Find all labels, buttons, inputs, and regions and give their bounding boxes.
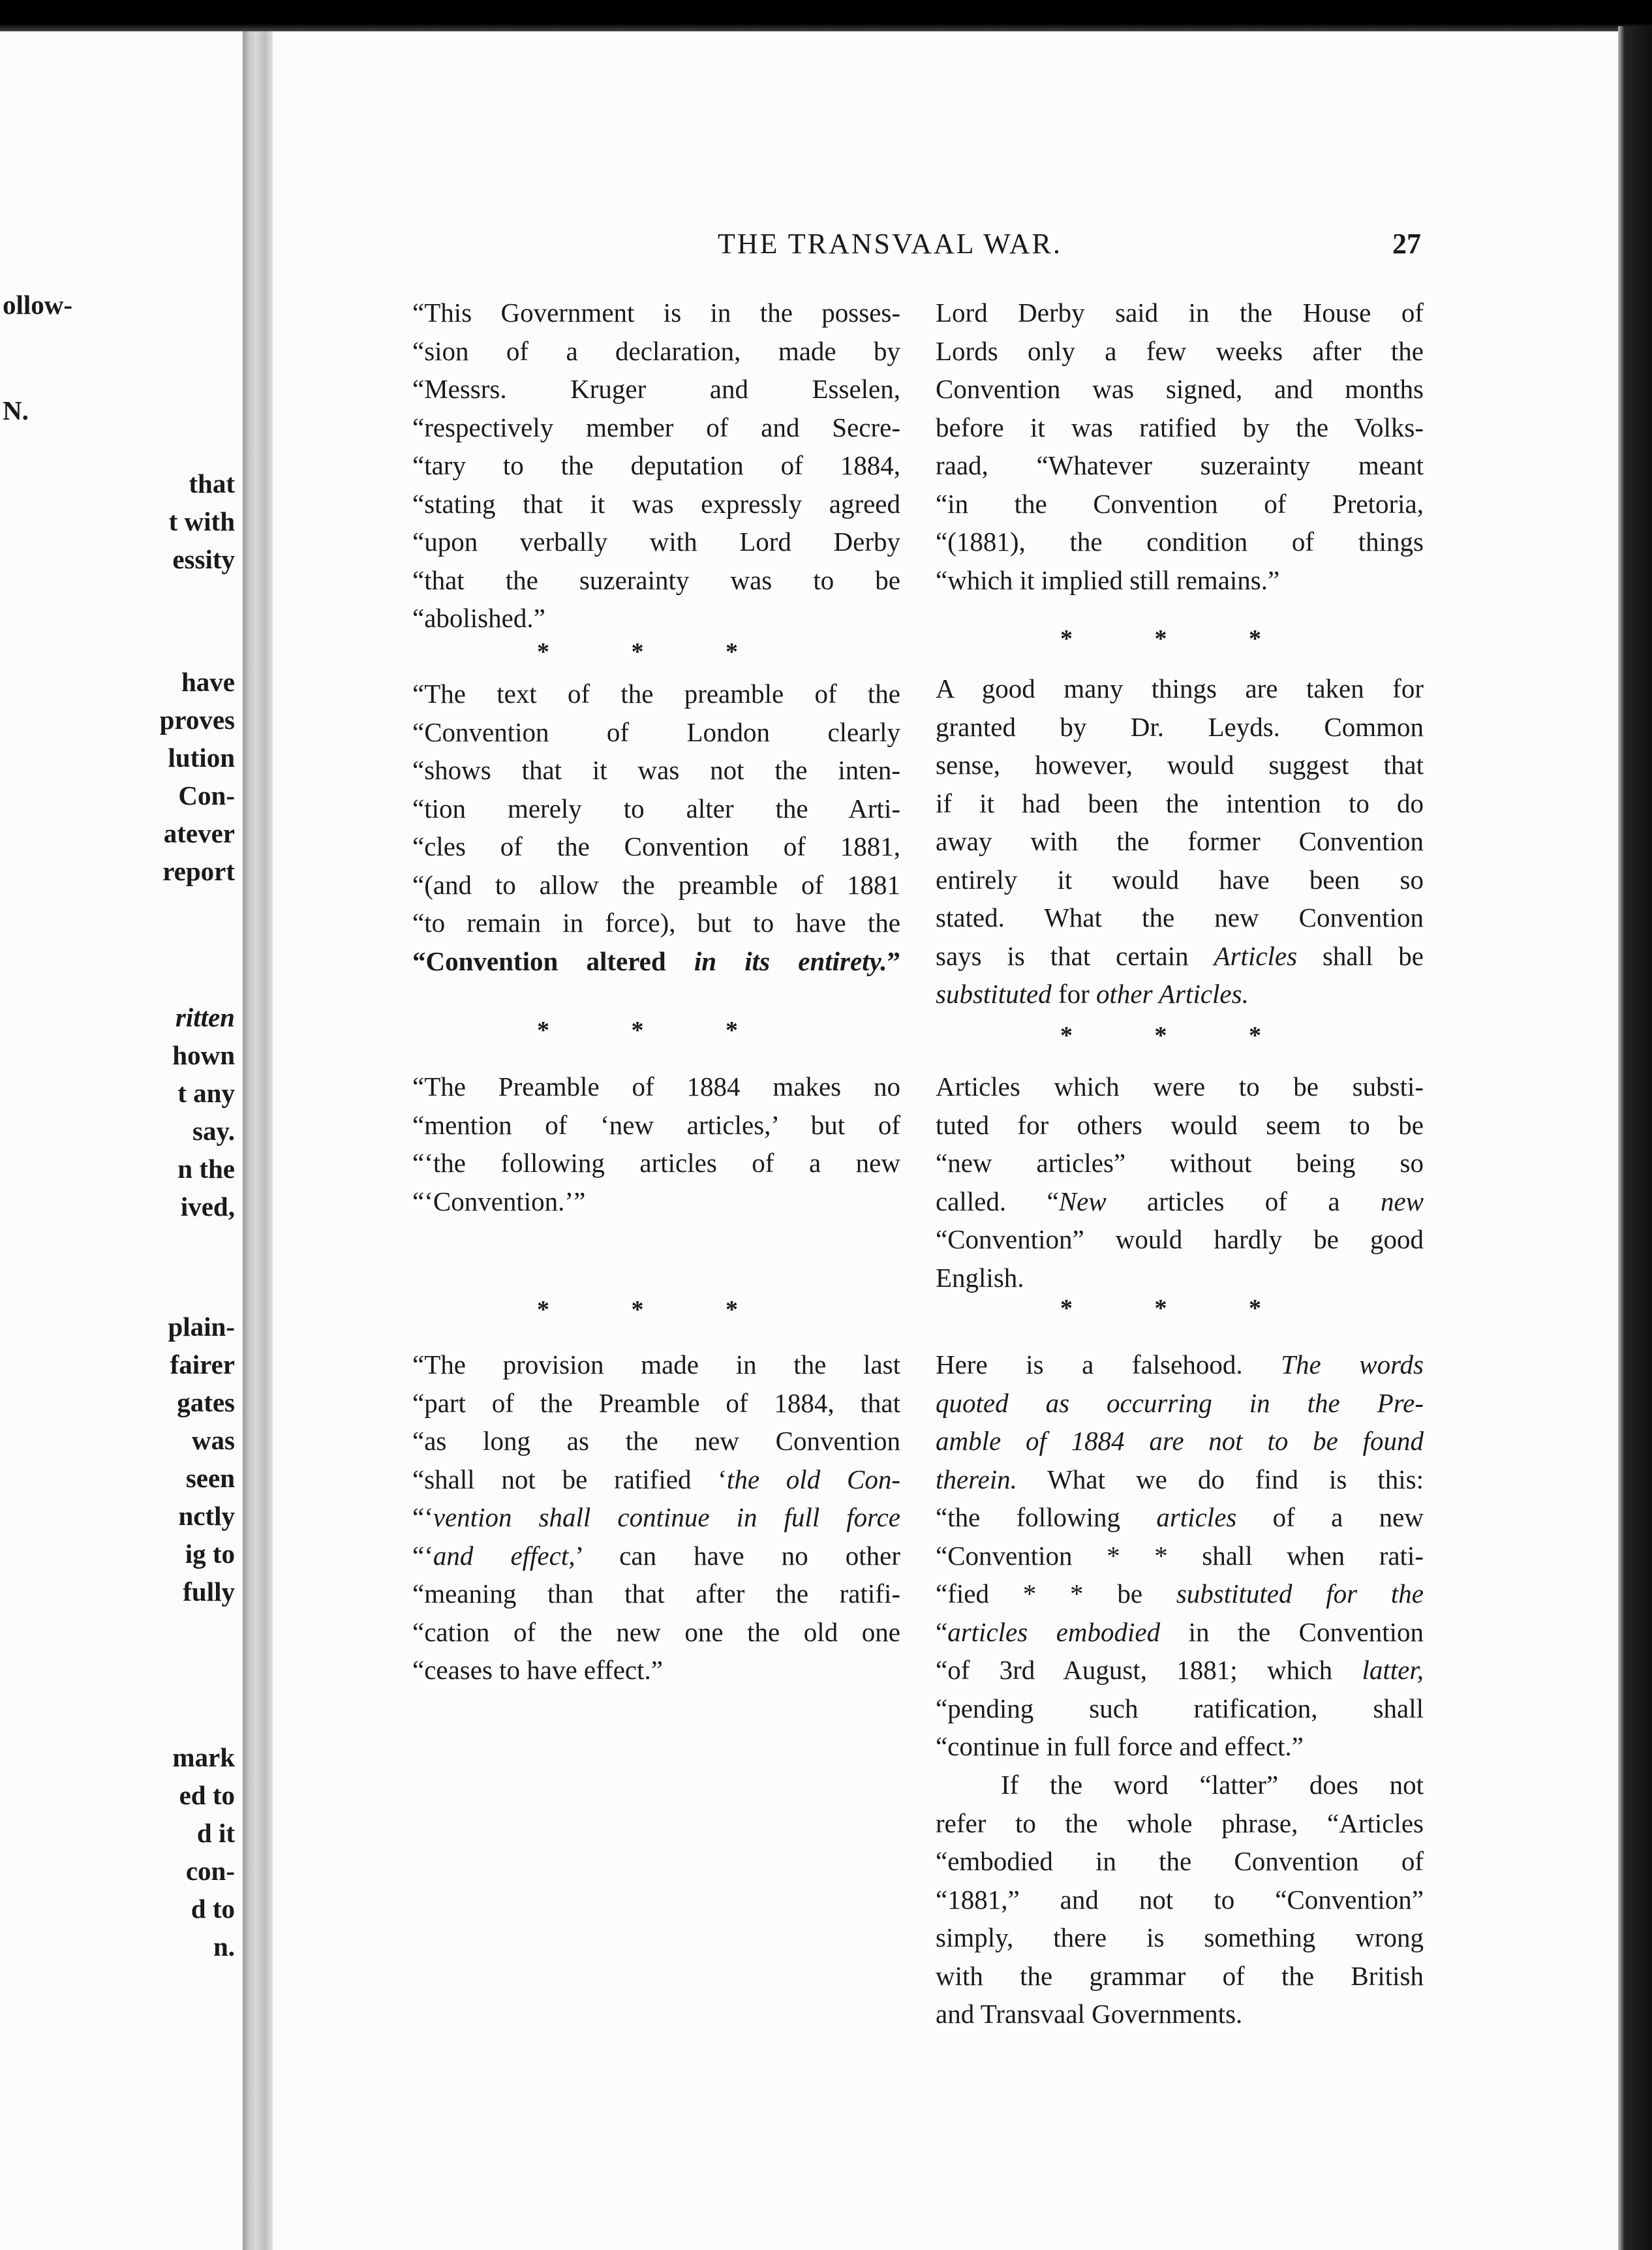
text-run: for bbox=[1051, 979, 1096, 1009]
text-line bbox=[412, 1460, 900, 1499]
text-line: “as long as the new Convention bbox=[412, 1426, 900, 1456]
text-line: “upon verbally with Lord Derby bbox=[412, 527, 900, 557]
facing-page-fragment: mark bbox=[172, 1742, 235, 1772]
page-number: 27 bbox=[1392, 228, 1421, 260]
text-line bbox=[936, 1575, 1424, 1613]
italic-run: vention shall continue in full force bbox=[433, 1502, 900, 1532]
italic-run: latter, bbox=[1362, 1655, 1424, 1685]
text-line: “The provision made in the last bbox=[412, 1349, 900, 1379]
facing-page-fragment: fully bbox=[183, 1577, 235, 1607]
text-line: before it was ratified by the Volks- bbox=[936, 412, 1424, 442]
italic-run: New bbox=[1058, 1186, 1107, 1216]
text-line: “continue in full force and effect.” bbox=[936, 1731, 1304, 1761]
right-commentary-2 bbox=[936, 670, 1424, 1013]
text-line: Convention was signed, and months bbox=[936, 374, 1424, 404]
text-run: “of 3rd August, 1881; which bbox=[936, 1655, 1362, 1685]
text-line: quoted as occurring in the Pre- bbox=[936, 1387, 1424, 1418]
text-line: “shows that it was not the inten- bbox=[412, 755, 900, 785]
facing-page-fragment: hown bbox=[172, 1040, 235, 1070]
text-line: “Convention” would hardly be good bbox=[936, 1224, 1424, 1254]
text-line: “new articles” without being so bbox=[936, 1148, 1424, 1178]
section-separator: * * * bbox=[537, 1296, 776, 1323]
text-line: “1881,” and not to “Convention” bbox=[936, 1884, 1424, 1915]
text-line: “that the suzerainty was to be bbox=[412, 564, 900, 595]
text-line: raad, “Whatever suzerainty meant bbox=[936, 450, 1424, 480]
italic-run: and effect, bbox=[433, 1540, 575, 1571]
text-line: amble of 1884 are not to be found bbox=[936, 1426, 1424, 1456]
section-separator: * * * bbox=[1060, 625, 1299, 653]
text-line bbox=[412, 942, 900, 981]
text-line bbox=[412, 1498, 900, 1537]
facing-page-fragment: nctly bbox=[178, 1501, 235, 1531]
facing-page-fragment: n. bbox=[213, 1932, 235, 1962]
text-line: “Convention of London clearly bbox=[412, 717, 900, 747]
text-line: “in the Convention of Pretoria, bbox=[936, 488, 1424, 519]
italic-run: The words bbox=[1281, 1349, 1424, 1379]
text-line bbox=[936, 1346, 1424, 1384]
text-line: If the word “latter” does not bbox=[1001, 1770, 1424, 1800]
scan-right-border bbox=[1618, 26, 1652, 2250]
text-line: “to remain in force), but to have the bbox=[412, 908, 900, 938]
section-separator: * * * bbox=[1060, 1295, 1299, 1322]
text-line: “‘the following articles of a new bbox=[412, 1148, 900, 1178]
section-separator: * * * bbox=[537, 638, 776, 666]
text-line: if it had been the intention to do bbox=[936, 788, 1424, 818]
text-line: simply, there is something wrong bbox=[936, 1922, 1424, 1952]
text-run: “shall not be ratified ‘ bbox=[412, 1464, 727, 1494]
italic-run: articles bbox=[1156, 1502, 1237, 1532]
italic-run: therein. bbox=[936, 1464, 1017, 1494]
text-line: “(and to allow the preamble of 1881 bbox=[412, 869, 900, 900]
text-line: “‘Convention.’” bbox=[412, 1186, 586, 1216]
text-line: “tary to the deputation of 1884, bbox=[412, 450, 900, 480]
facing-page-fragment: proves bbox=[159, 705, 235, 735]
text-line bbox=[936, 1613, 1424, 1652]
right-commentary-5 bbox=[936, 1766, 1424, 2033]
text-line: “stating that it was expressly agreed bbox=[412, 488, 900, 519]
facing-page-fragment: Con- bbox=[178, 780, 235, 810]
italic-run: other Articles. bbox=[1096, 979, 1249, 1009]
text-line: “The text of the preamble of the bbox=[412, 679, 900, 709]
text-run: “‘ bbox=[412, 1502, 433, 1532]
text-line: “pending such ratification, shall bbox=[936, 1693, 1424, 1723]
italic-run: in its entirety. bbox=[694, 946, 887, 976]
text-line: “which it implied still remains.” bbox=[936, 564, 1280, 595]
facing-page-fragment: ollow- bbox=[3, 290, 73, 320]
text-line: stated. What the new Convention bbox=[936, 902, 1424, 932]
facing-page-fragment: say. bbox=[192, 1116, 235, 1146]
text-run: “ bbox=[936, 1616, 948, 1647]
text-line: tuted for others would seem to be bbox=[936, 1109, 1424, 1140]
italic-run: substituted bbox=[936, 979, 1052, 1009]
text-line: “(1881), the condition of things bbox=[936, 527, 1424, 557]
left-quote-2 bbox=[412, 675, 900, 980]
text-run: Here is a falsehood. bbox=[936, 1349, 1281, 1379]
text-line bbox=[936, 1182, 1424, 1221]
facing-page-fragment: plain- bbox=[168, 1312, 235, 1342]
facing-page-fragment: gates bbox=[177, 1387, 235, 1417]
left-quote-1 bbox=[412, 294, 900, 638]
text-run: ’ can have no other bbox=[575, 1540, 900, 1571]
text-line bbox=[936, 937, 1424, 976]
facing-page-fragment: ived, bbox=[180, 1192, 235, 1222]
text-line bbox=[936, 975, 1424, 1013]
text-line: “respectively member of and Secre- bbox=[412, 412, 900, 442]
italic-run: the old Con- bbox=[726, 1464, 900, 1494]
text-line: “cles of the Convention of 1881, bbox=[412, 831, 900, 861]
italic-run: new bbox=[1380, 1186, 1424, 1216]
text-run: ” bbox=[887, 946, 900, 976]
text-run: “‘ bbox=[412, 1540, 433, 1571]
text-line: “ceases to have effect.” bbox=[412, 1655, 663, 1685]
running-head: THE TRANSVAAL WAR. bbox=[718, 228, 1062, 260]
text-run: says is that certain bbox=[936, 940, 1214, 971]
text-line: A good many things are taken for bbox=[936, 673, 1424, 703]
text-line: with the grammar of the British bbox=[936, 1960, 1424, 1991]
text-line: Lord Derby said in the House of bbox=[936, 298, 1424, 328]
right-commentary-4 bbox=[936, 1346, 1424, 1766]
section-separator: * * * bbox=[537, 1017, 776, 1044]
text-line: “meaning than that after the ratifi- bbox=[412, 1579, 900, 1609]
text-line: refer to the whole phrase, “Articles bbox=[936, 1808, 1424, 1838]
left-quote-4 bbox=[412, 1346, 900, 1689]
facing-page-fragment: fairer bbox=[170, 1349, 235, 1379]
right-commentary-3 bbox=[936, 1068, 1424, 1297]
facing-page-fragment: con- bbox=[185, 1856, 235, 1886]
facing-page bbox=[0, 31, 243, 2250]
text-line bbox=[936, 1651, 1424, 1689]
facing-page-fragment: report bbox=[162, 856, 235, 886]
left-quote-3 bbox=[412, 1068, 900, 1220]
text-run: called. “ bbox=[936, 1186, 1059, 1216]
text-line: away with the former Convention bbox=[936, 826, 1424, 856]
text-line: “embodied in the Convention of bbox=[936, 1846, 1424, 1876]
text-line bbox=[936, 1498, 1424, 1537]
text-run: of a new bbox=[1236, 1502, 1424, 1532]
facing-page-fragment: seen bbox=[185, 1463, 235, 1493]
text-line: entirely it would have been so bbox=[936, 864, 1424, 895]
text-line: sense, however, would suggest that bbox=[936, 750, 1424, 780]
section-separator: * * * bbox=[1060, 1022, 1299, 1049]
text-line: Articles which were to be substi- bbox=[936, 1071, 1424, 1102]
facing-page-fragment: t with bbox=[168, 506, 235, 536]
text-line bbox=[412, 1537, 900, 1575]
facing-page-fragment: d it bbox=[196, 1818, 235, 1848]
text-line: “cation of the new one the old one bbox=[412, 1616, 900, 1647]
text-run: “the following bbox=[936, 1502, 1157, 1532]
italic-run: articles embodied bbox=[947, 1616, 1161, 1647]
italic-run: substituted for the bbox=[1176, 1579, 1424, 1609]
text-line: granted by Dr. Leyds. Common bbox=[936, 711, 1424, 742]
facing-page-fragment: have bbox=[181, 667, 235, 697]
facing-page-fragment: atever bbox=[163, 818, 235, 848]
text-run: in the Convention bbox=[1160, 1616, 1424, 1647]
text-run: “Convention altered bbox=[412, 946, 694, 976]
text-line: and Transvaal Governments. bbox=[936, 1999, 1243, 2029]
text-line: “abolished.” bbox=[412, 603, 545, 633]
text-run: “fied * * be bbox=[936, 1579, 1176, 1609]
facing-page-fragment: was bbox=[191, 1425, 235, 1455]
right-commentary-1 bbox=[936, 294, 1424, 599]
facing-page-fragment: ritten bbox=[175, 1002, 235, 1032]
text-line: Lords only a few weeks after the bbox=[936, 335, 1424, 366]
text-line: “part of the Preamble of 1884, that bbox=[412, 1387, 900, 1418]
text-line: “Convention * * shall when rati- bbox=[936, 1540, 1424, 1571]
italic-run: Articles bbox=[1214, 940, 1298, 971]
text-line: “mention of ‘new articles,’ but of bbox=[412, 1109, 900, 1140]
book-gutter bbox=[243, 31, 273, 2250]
text-line bbox=[936, 1460, 1424, 1499]
text-line: “This Government is in the posses- bbox=[412, 298, 900, 328]
facing-page-fragment: d to bbox=[191, 1894, 235, 1924]
text-line: “sion of a declaration, made by bbox=[412, 335, 900, 366]
scan-top-border bbox=[0, 0, 1652, 31]
text-run: What we do find is this: bbox=[1017, 1464, 1424, 1494]
facing-page-fragment: lution bbox=[168, 743, 235, 773]
facing-page-fragment: ed to bbox=[179, 1780, 235, 1810]
facing-page-fragment: essity bbox=[172, 544, 235, 574]
text-line: “Messrs. Kruger and Esselen, bbox=[412, 374, 900, 404]
facing-page-fragment: ig to bbox=[185, 1539, 235, 1569]
text-line: English. bbox=[936, 1262, 1024, 1293]
facing-page-fragment: n the bbox=[177, 1154, 235, 1184]
text-run: shall be bbox=[1297, 940, 1424, 971]
text-line: “tion merely to alter the Arti- bbox=[412, 793, 900, 824]
facing-page-fragment: that bbox=[189, 469, 235, 499]
text-run: articles of a bbox=[1106, 1186, 1381, 1216]
facing-page-fragment: t any bbox=[177, 1078, 235, 1108]
facing-page-fragment: N. bbox=[3, 395, 29, 425]
text-line: “The Preamble of 1884 makes no bbox=[412, 1071, 900, 1102]
